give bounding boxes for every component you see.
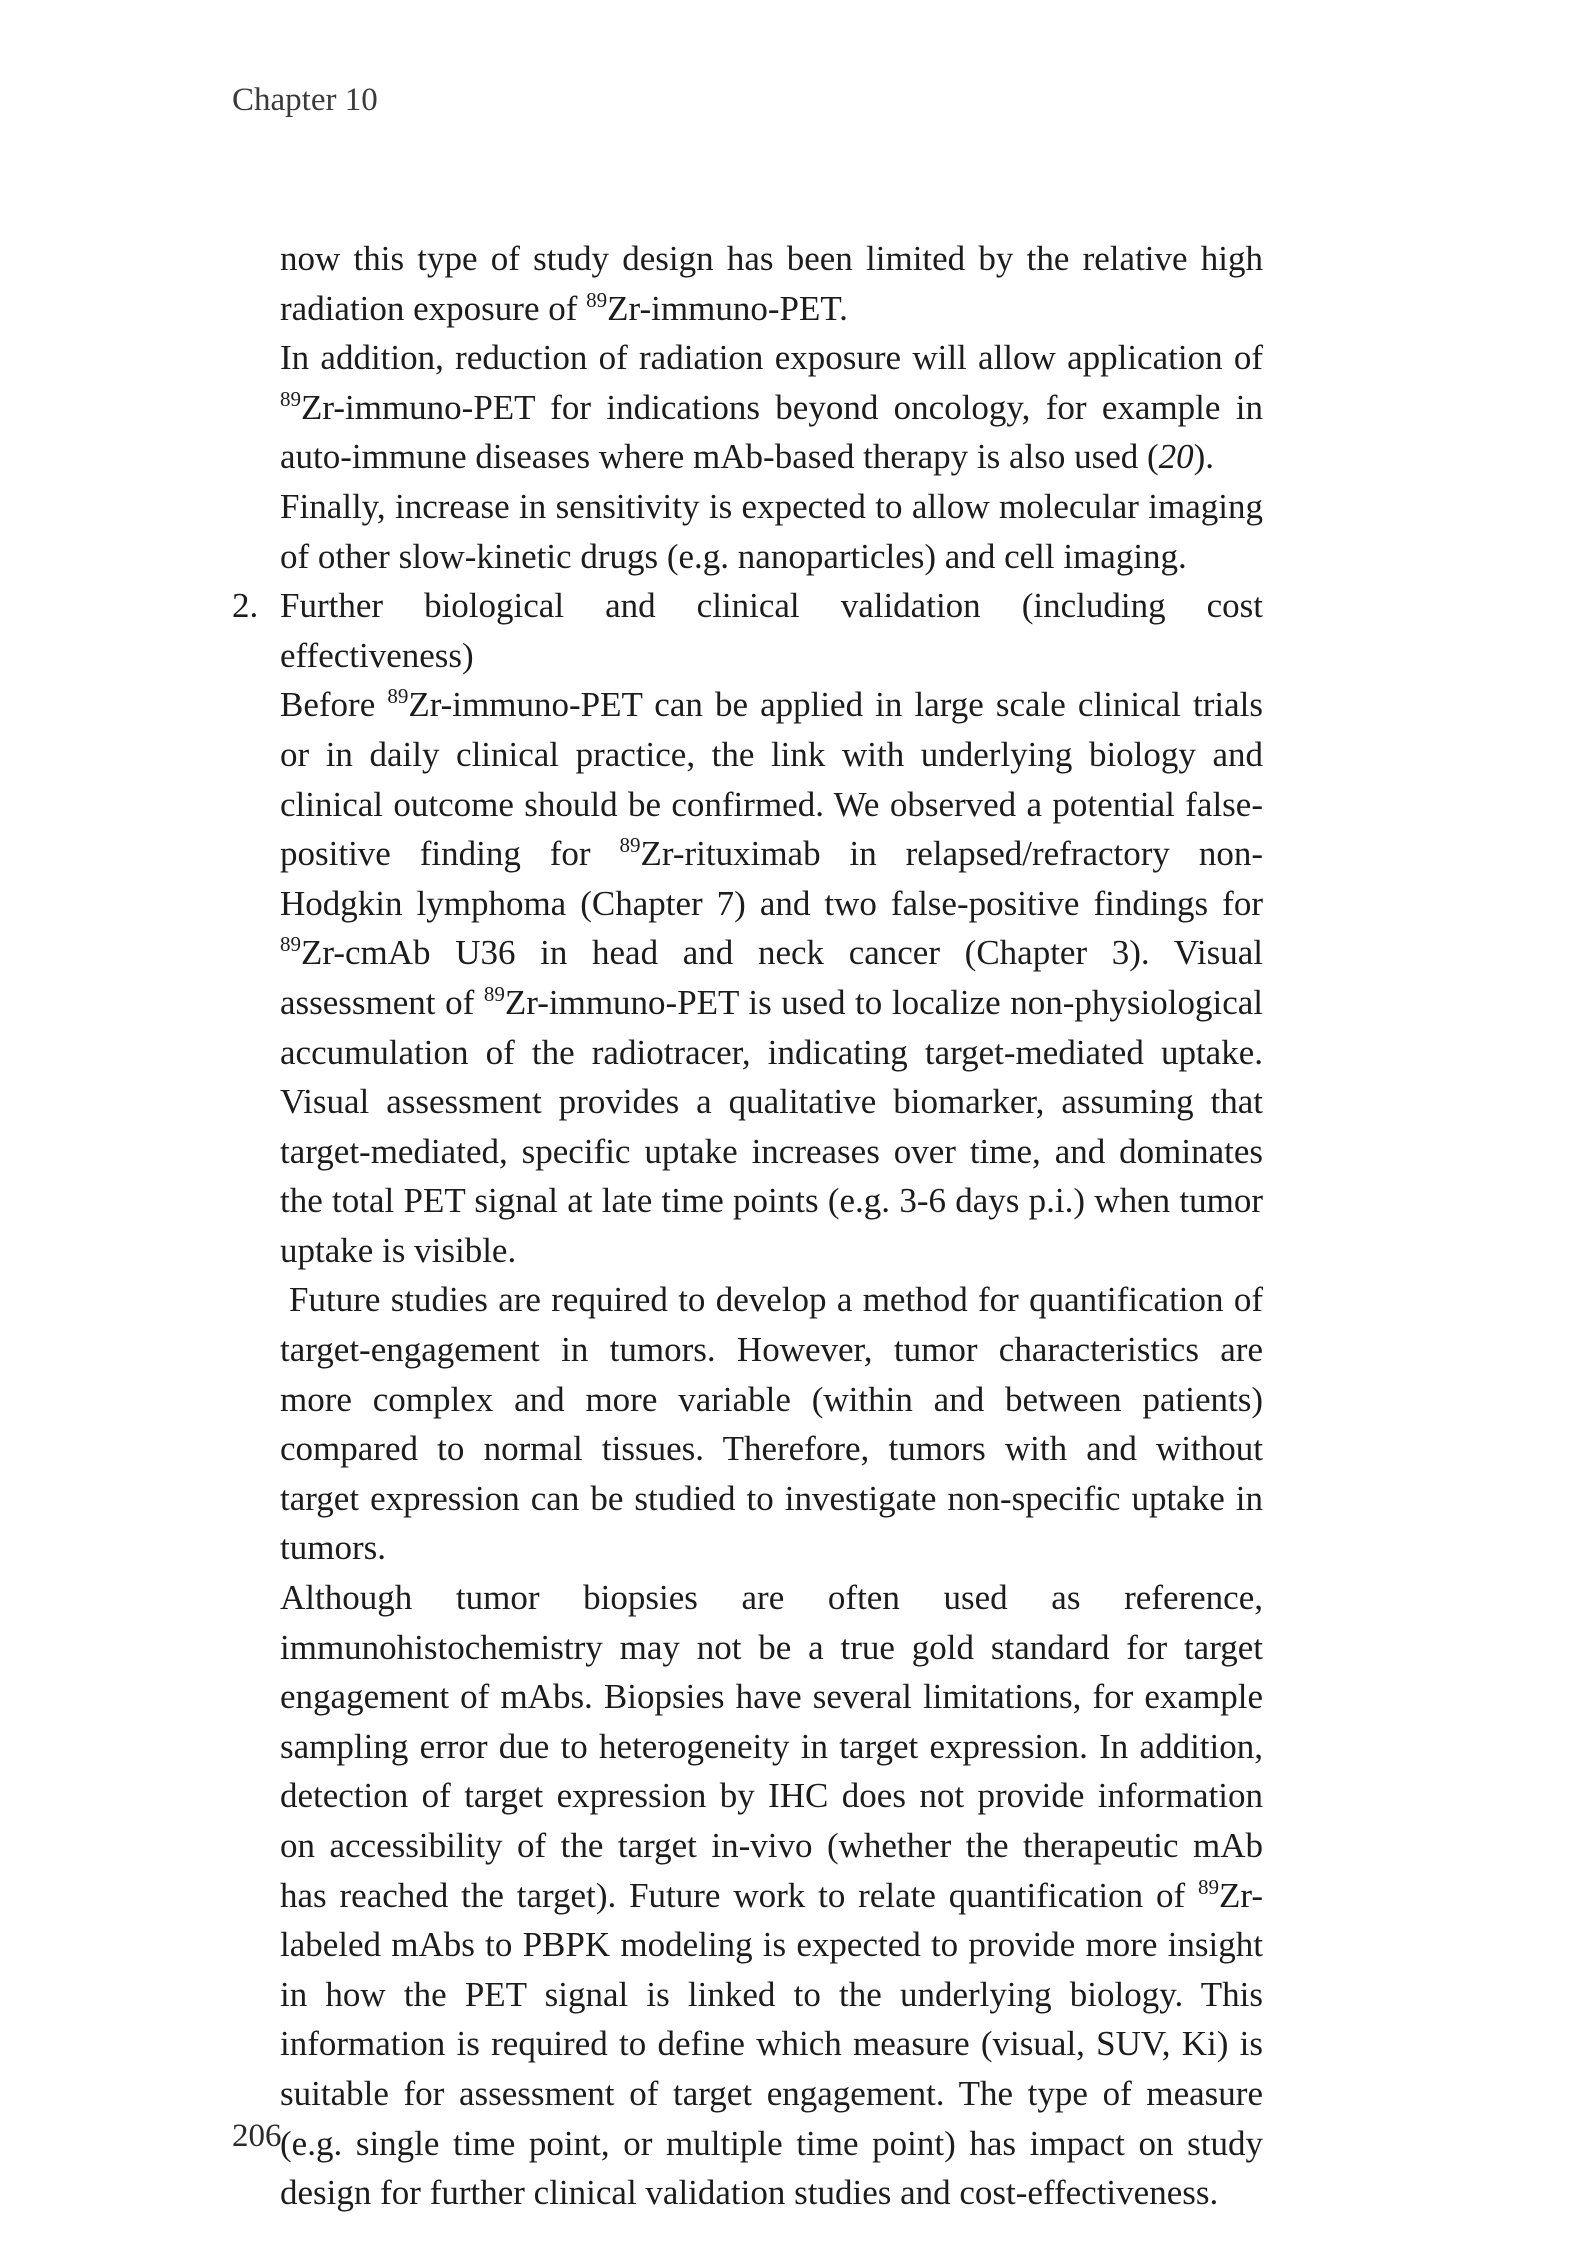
list-number: 2. — [232, 586, 259, 626]
paragraph-radiation-reduction: In addition, reduction of radiation exposure will allow application of $^{89}$Zr-immuno-PET for indications beyond oncology, for example in auto-immune diseases where mAb-based therapy is also used (20). — [280, 338, 1263, 477]
list-item-2 — [232, 581, 1263, 680]
citation-ref: 20 — [1158, 437, 1194, 477]
page-number: 206 — [232, 2118, 282, 2154]
paragraph-future-studies: Future studies are required to develop a method for quantification of target-engagement in tumors. However, tumor characteristics are more complex and more variable (within and between patients) compared to normal tissues. Therefore, tumors with and without target expression can be studied to investigate non-specific uptake in tumors. — [280, 1280, 1263, 1568]
paragraph-validation: Before $^{89}$Zr-immuno-PET can be applied in large scale clinical trials or in daily clinical practice, the link with underlying biology and clinical outcome should be confirmed. We observed a potential false-positive finding for $^{89}$Zr-rituximab in relapsed/refractory non-Hodgkin lymphoma (Chapter 7) and two false-positive findings for $^{89}$Zr-cmAb U36 in head and neck cancer (Chapter 3). Visual assessment of $^{89}$Zr-immuno-PET is used to localize non-physiological accumulation of the radiotracer, indicating target-mediated uptake. Visual assessment provides a qualitative biomarker, assuming that target-mediated, specific uptake increases over time, and dominates the total PET signal at late time points (e.g. 3-6 days p.i.) when tumor uptake is visible. — [280, 684, 1263, 1270]
paragraph-continuation: now this type of study design has been limited by the relative high radiation exposure of $^{89}$Zr-immuno-PET. — [280, 239, 1263, 328]
paragraph-sensitivity: Finally, increase in sensitivity is expected to allow molecular imaging of other slow-kinetic drugs (e.g. nanoparticles) and cell imaging. — [280, 486, 1263, 576]
list-item-heading: Further biological and clinical validation (including cost effectiveness) — [280, 586, 1263, 675]
running-head: Chapter 10 — [232, 82, 378, 118]
paragraph-biopsies: Although tumor biopsies are often used as reference, immunohistochemistry may not be a true gold standard for target engagement of mAbs. Biopsies have several limitations, for example sampling error due to heterogeneity in target expression. In addition, detection of target expression by IHC does not provide information on accessibility of the target in-vivo (whether the therapeutic mAb has reached the target). Future work to relate quantification of $^{89}$Zr-labeled mAbs to PBPK modeling is expected to provide more insight in how the PET signal is linked to the underlying biology. This information is required to define which measure (visual, SUV, Ki) is suitable for assessment of target engagement. The type of measure (e.g. single time point, or multiple time point) has impact on study design for further clinical validation studies and cost-effectiveness. — [280, 1578, 1263, 2213]
